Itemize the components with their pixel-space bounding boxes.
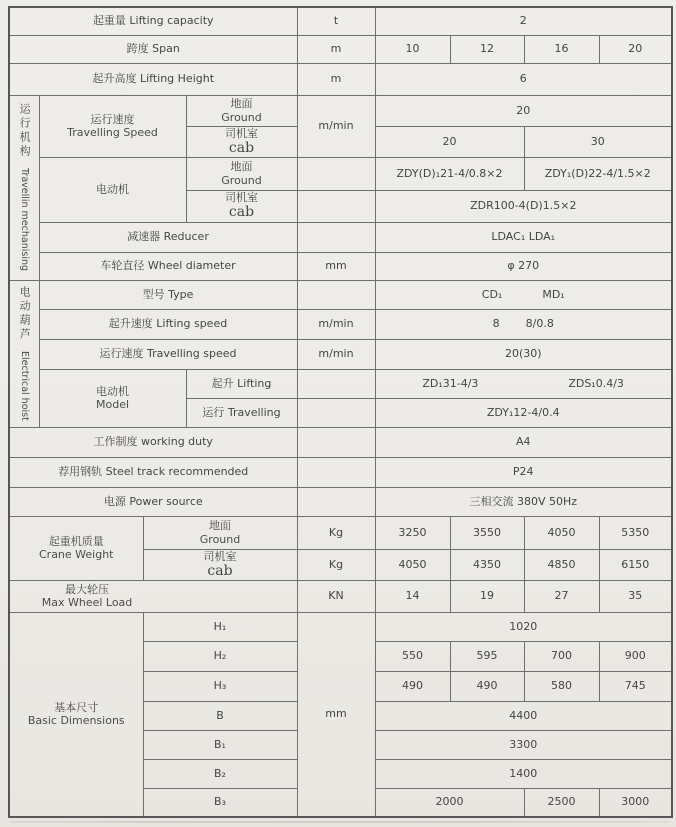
hoist-side-en: Electrical hoist <box>19 351 31 421</box>
power-source-value: 三相交流 380V 50Hz <box>375 487 672 516</box>
row-max-wheel-load <box>9 580 672 612</box>
cab-en: cab <box>228 204 255 221</box>
dim-h3-value-4: 745 <box>599 671 672 701</box>
hoist-motor-lifting-value-2: ZDS₁0.4/3 <box>568 376 624 390</box>
max-wheel-load-value-3: 27 <box>524 580 599 612</box>
travel-motor-ground-value-2: ZDY₁(D)22-4/1.5×2 <box>524 157 672 190</box>
max-wheel-load-label-en: Max Wheel Load <box>41 596 133 609</box>
span-value-20: 20 <box>599 35 672 63</box>
power-source-unit-empty <box>297 487 375 516</box>
basic-dimensions-unit: mm <box>297 612 375 817</box>
row-travel-speed-ground <box>9 95 672 126</box>
dim-h2-name: H₂ <box>143 641 297 671</box>
crane-weight-label-en: Crane Weight <box>38 548 114 561</box>
wheel-diameter-label: 车轮直径 Wheel diameter <box>39 252 297 280</box>
ground-cn: 地面 <box>230 97 253 111</box>
row-reducer <box>9 222 672 252</box>
hoist-travelling-speed-label: 运行速度 Travelling speed <box>39 339 297 369</box>
span-label: 跨度 Span <box>9 35 297 63</box>
max-wheel-load-value-1: 14 <box>375 580 450 612</box>
travel-motor-cab-sublabel <box>186 190 297 222</box>
span-value-16: 16 <box>524 35 599 63</box>
hoist-motor-lifting-unit-empty <box>297 369 375 398</box>
crane-weight-cab-value-3: 4850 <box>524 549 599 580</box>
dim-b3-value-1: 2000 <box>375 788 524 817</box>
steel-track-unit-empty <box>297 457 375 487</box>
hoist-lifting-speed-unit: m/min <box>297 309 375 339</box>
max-wheel-load-label <box>9 580 297 612</box>
span-unit: m <box>297 35 375 63</box>
working-duty-unit-empty <box>297 427 375 457</box>
steel-track-label: 荐用钢轨 Steel track recommended <box>9 457 297 487</box>
dim-b1-value: 3300 <box>375 730 672 759</box>
dim-h3-value-3: 580 <box>524 671 599 701</box>
hoist-lifting-speed-label: 起升速度 Lifting speed <box>39 309 297 339</box>
travel-speed-ground-sublabel <box>186 95 297 126</box>
dim-h1-name: H₁ <box>143 612 297 641</box>
cab-en: cab <box>207 562 233 579</box>
dim-b3-name: B₃ <box>143 788 297 817</box>
crane-weight-cab-value-4: 6150 <box>599 549 672 580</box>
hoist-motor-travelling-value: ZDY₁12-4/0.4 <box>375 398 672 427</box>
travel-speed-cab-value-1: 20 <box>375 126 524 157</box>
crane-weight-ground-value-1: 3250 <box>375 516 450 549</box>
dim-h3-value-1: 490 <box>375 671 450 701</box>
dim-h2-value-2: 595 <box>450 641 524 671</box>
reducer-label: 减速器 Reducer <box>39 222 297 252</box>
travel-speed-cab-value-2: 30 <box>524 126 672 157</box>
lifting-height-label: 起升高度 Lifting Height <box>9 63 297 95</box>
travel-side-en: Travellin mechanising <box>19 168 31 272</box>
dim-h2-value-3: 700 <box>524 641 599 671</box>
hoist-lifting-speed-value-2: 8/0.8 <box>525 317 554 331</box>
hoist-type-label: 型号 Type <box>39 280 297 309</box>
dim-b3-value-2: 2500 <box>524 788 599 817</box>
reducer-unit-empty <box>297 222 375 252</box>
page-bottom-shadow <box>9 821 669 823</box>
travel-speed-unit: m/min <box>297 95 375 157</box>
cab-en: cab <box>228 139 255 156</box>
row-dim-h1 <box>9 612 672 641</box>
hoist-lifting-speed-value-1: 8 <box>492 317 500 331</box>
working-duty-label: 工作制度 working duty <box>9 427 297 457</box>
hoist-type-unit-empty <box>297 280 375 309</box>
row-power-source <box>9 487 672 516</box>
hoist-motor-label-en: Model <box>95 398 130 411</box>
hoist-motor-travelling-sublabel: 运行 Travelling <box>186 398 297 427</box>
span-value-10: 10 <box>375 35 450 63</box>
lifting-capacity-value: 2 <box>375 7 672 35</box>
hoist-type-value-md: MD₁ <box>542 287 565 301</box>
hoist-section-side-label <box>9 280 39 427</box>
max-wheel-load-value-2: 19 <box>450 580 524 612</box>
hoist-motor-lifting-sublabel: 起升 Lifting <box>186 369 297 398</box>
row-wheel-diameter <box>9 252 672 280</box>
travel-motor-label: 电动机 <box>39 157 186 222</box>
dim-b3-value-3: 3000 <box>599 788 672 817</box>
travel-motor-cab-unit-empty <box>297 190 375 222</box>
max-wheel-load-label-cn: 最大轮压 <box>65 582 109 596</box>
wheel-diameter-value: φ 270 <box>375 252 672 280</box>
dim-h3-value-2: 490 <box>450 671 524 701</box>
hoist-travelling-speed-unit: m/min <box>297 339 375 369</box>
dim-h2-value-4: 900 <box>599 641 672 671</box>
crane-weight-label <box>9 516 143 580</box>
lifting-height-value: 6 <box>375 63 672 95</box>
row-hoist-lifting-speed <box>9 309 672 339</box>
crane-weight-ground-value-3: 4050 <box>524 516 599 549</box>
lifting-capacity-unit: t <box>297 7 375 35</box>
hoist-travelling-speed-value: 20(30) <box>375 339 672 369</box>
row-steel-track <box>9 457 672 487</box>
travel-speed-label <box>39 95 186 157</box>
working-duty-value: A4 <box>375 427 672 457</box>
cab-cn: 司机室 <box>225 126 258 140</box>
hoist-lifting-speed-values <box>375 309 672 339</box>
hoist-type-values <box>375 280 672 309</box>
dim-h3-name: H₃ <box>143 671 297 701</box>
travel-motor-ground-unit-empty <box>297 157 375 190</box>
dim-b2-value: 1400 <box>375 759 672 788</box>
lifting-capacity-label: 起重量 Lifting capacity <box>9 7 297 35</box>
row-span <box>9 35 672 63</box>
travel-side-cn: 运行机构 <box>18 103 32 160</box>
ground-cn: 地面 <box>209 519 231 533</box>
hoist-motor-label <box>39 369 186 427</box>
row-lifting-capacity <box>9 7 672 35</box>
travel-motor-cab-value: ZDR100-4(D)1.5×2 <box>375 190 672 222</box>
hoist-motor-travelling-unit-empty <box>297 398 375 427</box>
hoist-motor-lifting-value-1: ZD₁31-4/3 <box>422 376 479 390</box>
crane-weight-ground-unit: Kg <box>297 516 375 549</box>
row-working-duty <box>9 427 672 457</box>
cab-cn: 司机室 <box>225 191 258 204</box>
max-wheel-load-value-4: 35 <box>599 580 672 612</box>
hoist-side-cn: 电动葫芦 <box>18 286 32 343</box>
crane-weight-label-cn: 起重机质量 <box>48 534 104 548</box>
basic-dimensions-label <box>9 612 143 817</box>
span-value-12: 12 <box>450 35 524 63</box>
crane-weight-ground-value-2: 3550 <box>450 516 524 549</box>
wheel-diameter-unit: mm <box>297 252 375 280</box>
power-source-label: 电源 Power source <box>9 487 297 516</box>
crane-weight-ground-sublabel <box>143 516 297 549</box>
lifting-height-unit: m <box>297 63 375 95</box>
travel-motor-ground-value-1: ZDY(D)₁21-4/0.8×2 <box>375 157 524 190</box>
basic-dimensions-label-cn: 基本尺寸 <box>54 701 99 715</box>
crane-weight-ground-value-4: 5350 <box>599 516 672 549</box>
dim-h1-value: 1020 <box>375 612 672 641</box>
dim-b-value: 4400 <box>375 701 672 730</box>
travel-speed-cab-sublabel <box>186 126 297 157</box>
ground-cn: 地面 <box>230 160 253 174</box>
crane-weight-cab-value-1: 4050 <box>375 549 450 580</box>
crane-spec-table <box>8 6 673 818</box>
dim-b-name: B <box>143 701 297 730</box>
travel-speed-label-en: Travelling Speed <box>67 126 158 139</box>
crane-weight-cab-value-2: 4350 <box>450 549 524 580</box>
row-travel-motor-ground <box>9 157 672 190</box>
row-crane-weight-ground <box>9 516 672 549</box>
hoist-type-value-cd: CD₁ <box>481 287 503 301</box>
row-hoist-motor-lifting <box>9 369 672 398</box>
basic-dimensions-label-en: Basic Dimensions <box>27 714 125 728</box>
cab-cn: 司机室 <box>203 549 237 563</box>
dim-b2-name: B₂ <box>143 759 297 788</box>
crane-weight-cab-unit: Kg <box>297 549 375 580</box>
hoist-motor-lifting-values <box>375 369 672 398</box>
ground-en: Ground <box>221 173 262 187</box>
travel-motor-ground-sublabel <box>186 157 297 190</box>
max-wheel-load-unit: KN <box>297 580 375 612</box>
steel-track-value: P24 <box>375 457 672 487</box>
row-hoist-type <box>9 280 672 309</box>
dim-b1-name: B₁ <box>143 730 297 759</box>
row-hoist-travelling-speed <box>9 339 672 369</box>
travel-speed-ground-value: 20 <box>375 95 672 126</box>
travel-section-side-label <box>9 95 39 280</box>
travel-speed-label-cn: 运行速度 <box>90 112 135 126</box>
hoist-motor-label-cn: 电动机 <box>96 384 129 398</box>
crane-weight-cab-sublabel <box>143 549 297 580</box>
dim-h2-value-1: 550 <box>375 641 450 671</box>
row-lifting-height <box>9 63 672 95</box>
ground-en: Ground <box>199 532 241 546</box>
ground-en: Ground <box>221 110 262 124</box>
reducer-value: LDAC₁ LDA₁ <box>375 222 672 252</box>
